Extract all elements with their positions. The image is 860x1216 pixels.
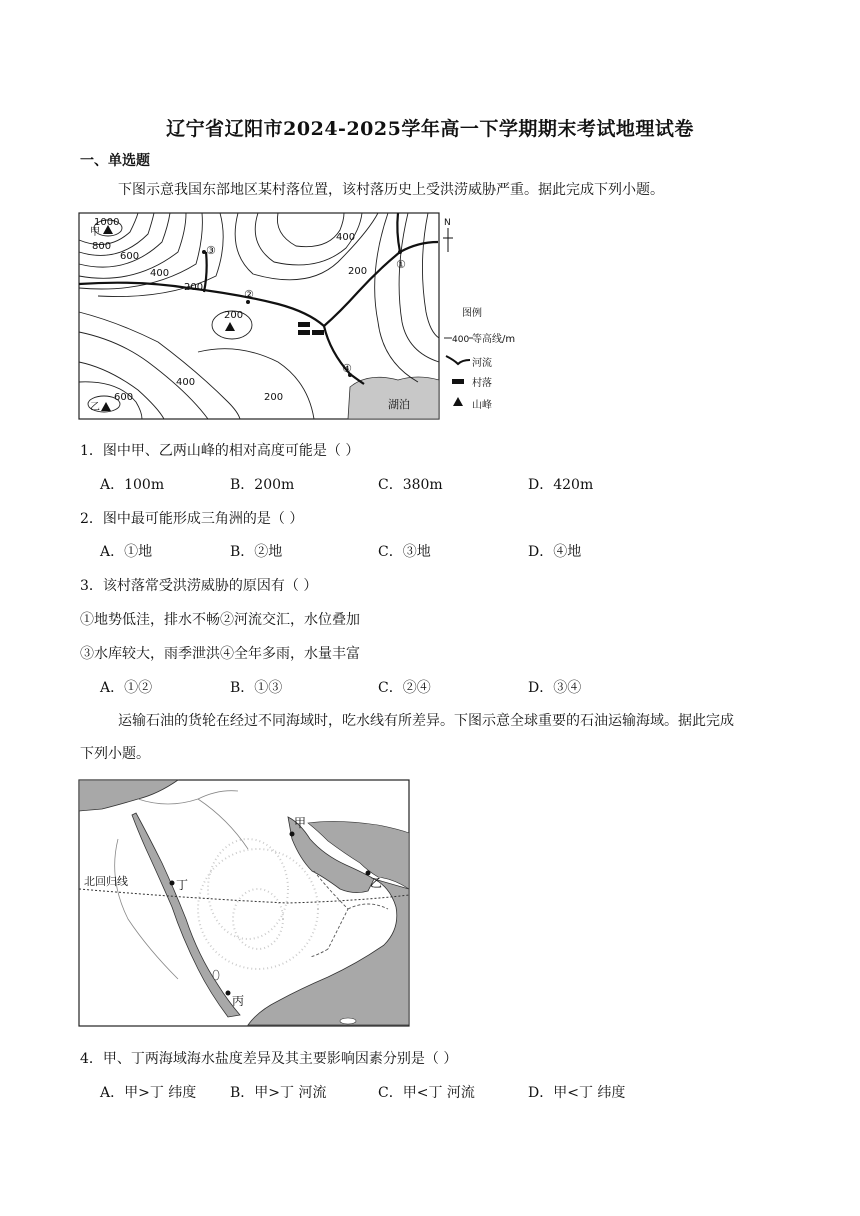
label-200: 200 [348, 266, 368, 277]
label-400: 400 [150, 268, 170, 279]
question-1-option-c[interactable]: C．380m [378, 477, 443, 493]
question-2-stem: 2．图中最可能形成三角洲的是（ ） [80, 511, 304, 527]
label-600: 600 [120, 251, 140, 262]
intro-paragraph-2-line-1: 运输石油的货轮在经过不同海域时，吃水线有所差异。下图示意全球重要的石油运输海域。据此完成 [118, 713, 734, 729]
point-yi-dot [366, 871, 371, 876]
point-jia-dot [290, 832, 295, 837]
question-2-option-a[interactable]: A．①地 [100, 544, 153, 560]
island [340, 1018, 356, 1024]
question-1-option-a[interactable]: A．100m [100, 477, 165, 493]
legend-peak-icon [453, 397, 463, 406]
legend-village-icon [452, 379, 464, 384]
point-ding-dot [170, 881, 175, 886]
question-3-option-d[interactable]: D．③④ [528, 680, 582, 696]
question-3-statements-line-1: ①地势低洼，排水不畅②河流交汇，水位叠加 [80, 612, 360, 628]
question-4-option-d[interactable]: D．甲<丁 纬度 [528, 1085, 626, 1101]
intro-paragraph-2-line-2: 下列小题。 [80, 746, 150, 762]
legend-river: 河流 [472, 358, 492, 369]
question-1-stem: 1．图中甲、乙两山峰的相对高度可能是（ ） [80, 443, 360, 459]
question-4-option-a[interactable]: A．甲>丁 纬度 [100, 1085, 197, 1101]
question-4-stem: 4．甲、丁两海域海水盐度差异及其主要影响因素分别是（ ） [80, 1051, 458, 1067]
label-600: 600 [114, 392, 134, 403]
label-point-3: ③ [206, 244, 216, 257]
north-label: N [444, 218, 451, 228]
label-point-2: ② [244, 288, 254, 301]
point-bing-dot [226, 991, 231, 996]
intro-paragraph-1: 下图示意我国东部地区某村落位置，该村落历史上受洪涝威胁严重。据此完成下列小题。 [118, 182, 664, 198]
question-3-stem: 3．该村落常受洪涝威胁的原因有（ ） [80, 578, 318, 594]
legend-peak: 山峰 [472, 400, 492, 411]
question-4-option-c[interactable]: C．甲<丁 河流 [378, 1085, 475, 1101]
map-legend [444, 306, 515, 411]
label-point-1: ① [396, 258, 406, 271]
arabian-map [78, 779, 412, 1029]
question-2-option-d[interactable]: D．④地 [528, 544, 582, 560]
label-400: 400 [176, 377, 196, 388]
contour-map [78, 212, 528, 424]
page-title: 辽宁省辽阳市2024-2025学年高一下学期期末考试地理试卷 [166, 118, 694, 140]
label-jia: 甲 [294, 816, 307, 830]
question-2-option-c[interactable]: C．③地 [378, 544, 431, 560]
question-3-statements-line-2: ③水库较大，雨季泄洪④全年多雨，水量丰富 [80, 646, 360, 662]
question-1-option-d[interactable]: D．420m [528, 477, 594, 493]
question-4-option-b[interactable]: B．甲>丁 河流 [230, 1085, 327, 1101]
question-3-option-a[interactable]: A．①② [100, 680, 153, 696]
question-2-option-b[interactable]: B．②地 [230, 544, 283, 560]
legend-village: 村落 [472, 378, 492, 389]
label-200: 200 [184, 282, 204, 293]
village-marker [298, 330, 310, 335]
label-point-4: ④ [342, 362, 352, 375]
legend-title: 图例 [462, 308, 482, 319]
tropic-label: 北回归线 [84, 875, 128, 888]
label-ding: 丁 [176, 878, 189, 892]
section-heading: 一、单选题 [80, 153, 150, 169]
label-bing: 丙 [232, 994, 245, 1008]
question-1-option-b[interactable]: B．200m [230, 477, 295, 493]
label-200: 200 [224, 310, 244, 321]
label-yi: 乙 [370, 876, 383, 890]
label-400: 400 [336, 232, 356, 243]
legend-contour: 等高线/m [472, 334, 516, 345]
label-jia: 甲 [90, 227, 100, 238]
label-200: 200 [264, 392, 284, 403]
label-lake: 湖泊 [388, 398, 410, 411]
village-marker [298, 322, 310, 327]
point-1-dot [398, 250, 402, 254]
label-yi: 乙 [90, 402, 100, 413]
question-3-option-b[interactable]: B．①③ [230, 680, 283, 696]
island [213, 970, 219, 980]
label-1000: 1000 [94, 217, 120, 228]
label-800: 800 [92, 241, 112, 252]
legend-contour-value: 400 [452, 335, 470, 345]
legend-river-icon [446, 356, 470, 364]
question-3-option-c[interactable]: C．②④ [378, 680, 431, 696]
village-marker [312, 330, 324, 335]
